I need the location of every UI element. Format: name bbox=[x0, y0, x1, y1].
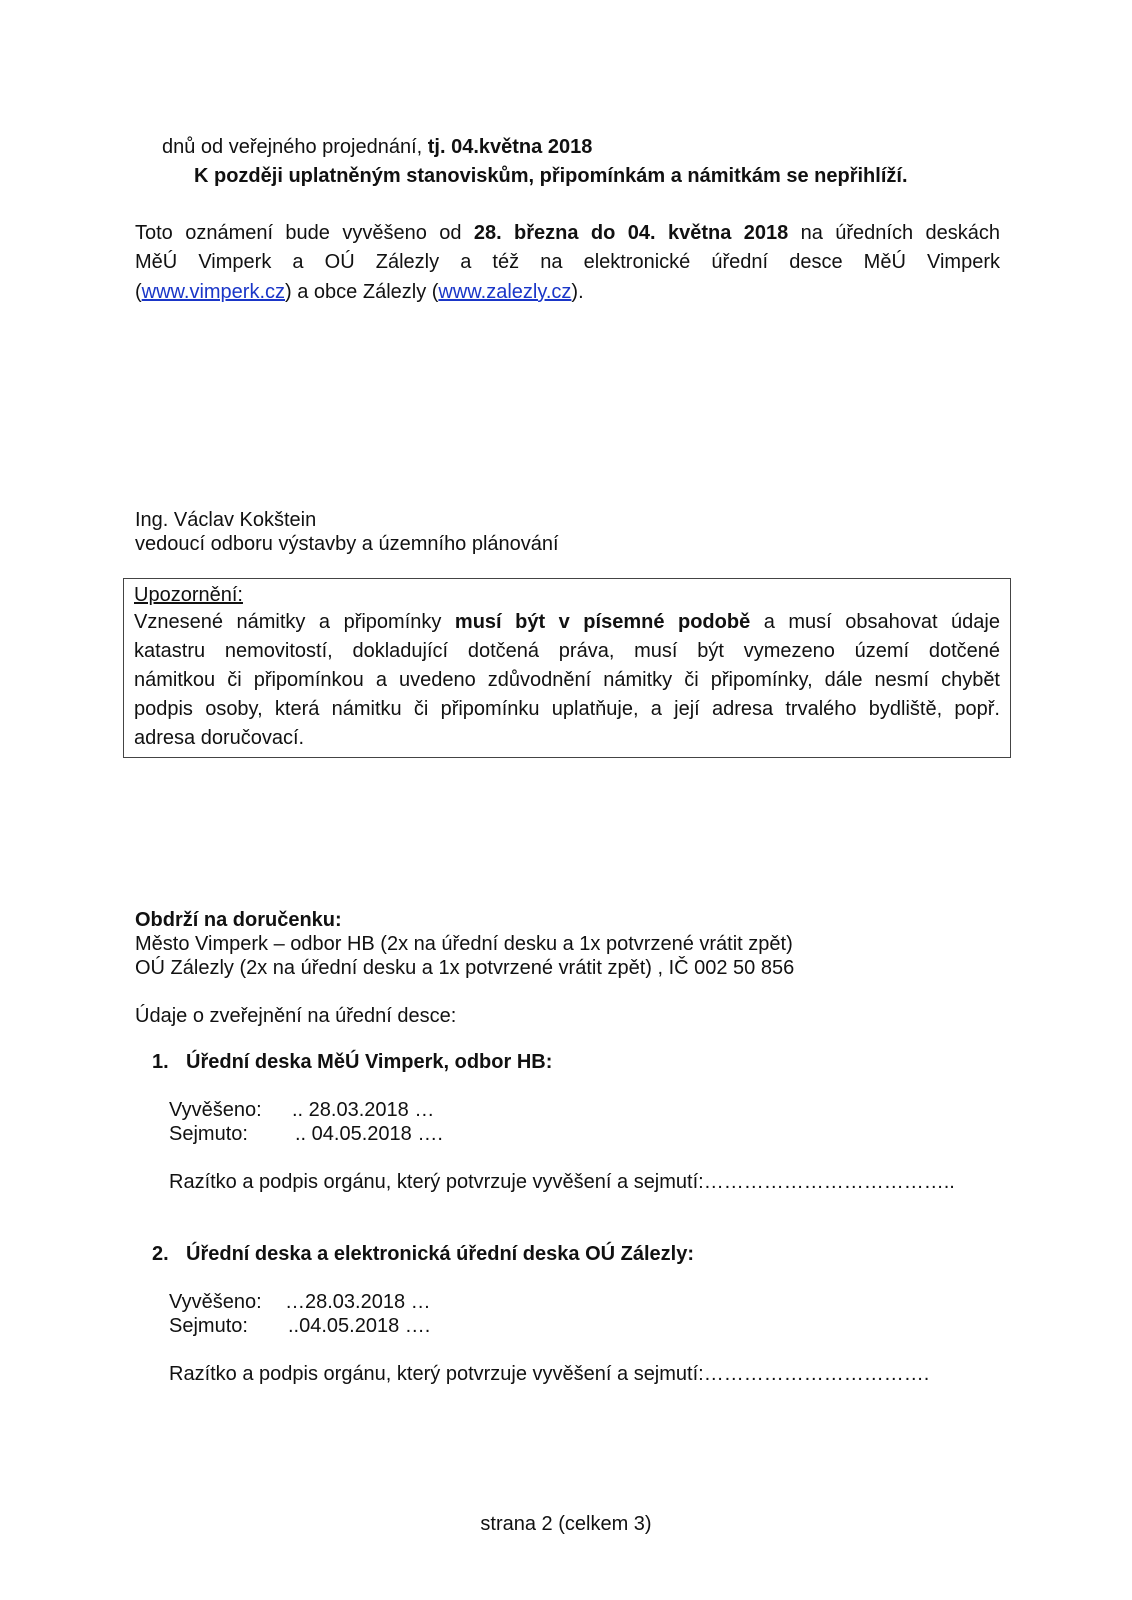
zalezly-link[interactable]: www.zalezly.cz bbox=[438, 281, 572, 303]
late-comments-line: K později uplatněným stanoviskům, připomínkám a námitkám se nepřihlíží. bbox=[194, 165, 908, 187]
deadline-line: dnů od veřejného projednání, tj. 04.května 2018 bbox=[162, 136, 593, 158]
notice-line-1: Vznesené námitky a připomínky musí být v písemné podobě a musí obsahovat údaje bbox=[134, 611, 1000, 633]
posting-line-1: Toto oznámení bude vyvěšeno od 28. března do 04. května 2018 na úředních deskách bbox=[135, 222, 1000, 244]
signatory-role: vedoucí odboru výstavby a územního plánování bbox=[135, 533, 559, 555]
notice-line-3: námitkou či připomínkou a uvedeno zdůvodnění námitky či připomínky, dále nesmí chybět bbox=[134, 669, 1000, 691]
recipient-2: OÚ Zálezly (2x na úřední desku a 1x potvrzené vrátit zpět) , IČ 002 50 856 bbox=[135, 957, 795, 979]
page-number: strana 2 (celkem 3) bbox=[480, 1513, 652, 1535]
board-2-posted-value: …28.03.2018 … bbox=[285, 1291, 431, 1313]
posting-line-3: (www.vimperk.cz) a obce Zálezly (www.zalezly.cz). bbox=[135, 281, 584, 303]
board-1-removed-label: Sejmuto: bbox=[169, 1123, 248, 1145]
board-2-removed-value: ..04.05.2018 …. bbox=[288, 1315, 431, 1337]
recipients-heading: Obdrží na doručenku: bbox=[135, 909, 342, 931]
board-2-title: Úřední deska a elektronická úřední deska OÚ Zálezly: bbox=[186, 1243, 694, 1265]
board-1-posted-label: Vyvěšeno: bbox=[169, 1099, 262, 1121]
board-2-removed-label: Sejmuto: bbox=[169, 1315, 248, 1337]
board-1-posted-value: .. 28.03.2018 … bbox=[292, 1099, 435, 1121]
notice-heading: Upozornění: bbox=[134, 584, 243, 606]
posting-line-2: MěÚ Vimperk a OÚ Zálezly a též na elektronické úřední desce MěÚ Vimperk bbox=[135, 251, 1000, 273]
board-1-title: Úřední deska MěÚ Vimperk, odbor HB: bbox=[186, 1051, 553, 1073]
board-1-removed-value: .. 04.05.2018 …. bbox=[295, 1123, 443, 1145]
notice-line-5: adresa doručovací. bbox=[134, 727, 305, 749]
board-2-posted-label: Vyvěšeno: bbox=[169, 1291, 262, 1313]
signatory-name: Ing. Václav Kokštein bbox=[135, 509, 317, 531]
board-1-number: 1. bbox=[152, 1051, 169, 1073]
board-2-number: 2. bbox=[152, 1243, 169, 1265]
vimperk-link[interactable]: www.vimperk.cz bbox=[141, 281, 286, 303]
publication-intro: Údaje o zveřejnění na úřední desce: bbox=[135, 1005, 457, 1027]
board-2-stamp-line: Razítko a podpis orgánu, který potvrzuje vyvěšení a sejmutí:……………………………. bbox=[169, 1363, 930, 1385]
notice-line-4: podpis osoby, která námitku či připomínku uplatňuje, a její adresa trvalého bydliště, popř. bbox=[134, 698, 1000, 720]
notice-line-2: katastru nemovitostí, dokladující dotčená práva, musí být vymezeno území dotčené bbox=[134, 640, 1000, 662]
board-1-stamp-line: Razítko a podpis orgánu, který potvrzuje vyvěšení a sejmutí:……………………………….. bbox=[169, 1171, 955, 1193]
recipient-1: Město Vimperk – odbor HB (2x na úřední desku a 1x potvrzené vrátit zpět) bbox=[135, 933, 793, 955]
